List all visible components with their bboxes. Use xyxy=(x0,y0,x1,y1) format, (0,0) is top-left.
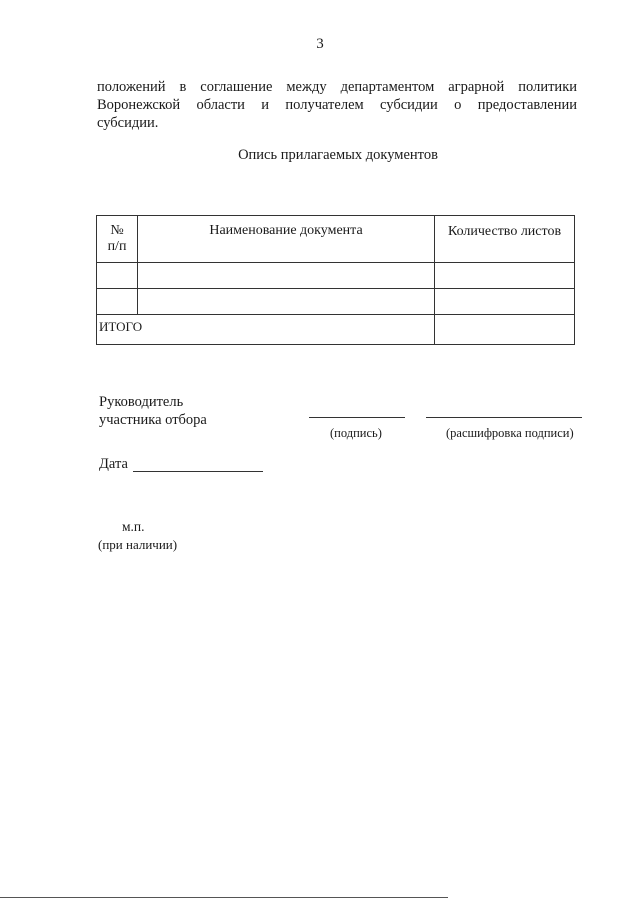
header-number xyxy=(97,216,138,263)
header-number-line2: п/п xyxy=(107,239,127,254)
documents-table xyxy=(96,215,575,345)
cell-number[interactable] xyxy=(97,263,138,289)
cell-total-page-count[interactable] xyxy=(435,315,575,345)
date-label: Дата xyxy=(99,456,128,472)
page-number: 3 xyxy=(316,36,324,52)
intro-paragraph xyxy=(97,78,577,132)
stamp-note: (при наличии) xyxy=(98,537,178,552)
cell-page-count[interactable] xyxy=(435,263,575,289)
signatory-label xyxy=(99,393,207,429)
stamp-label: м.п. xyxy=(122,519,145,534)
cell-page-count[interactable] xyxy=(435,289,575,315)
table-row xyxy=(97,263,575,289)
paragraph-line: положений в соглашение между департаментом аграрной политики xyxy=(97,79,577,95)
table-total-row xyxy=(97,315,575,345)
signatory-label-line1: Руководитель xyxy=(99,394,184,410)
decoding-caption: (расшифровка подписи) xyxy=(446,426,574,440)
signatory-label-line2: участника отбора xyxy=(99,412,207,428)
header-page-count: Количество листов xyxy=(435,216,575,263)
signature-caption: (подпись) xyxy=(330,426,382,440)
paragraph-line: Воронежской области и получателем субсидии о предоставлении xyxy=(97,97,577,113)
cell-document-name[interactable] xyxy=(138,289,435,315)
header-document-name: Наименование документа xyxy=(138,216,435,263)
signature-decoding-line[interactable] xyxy=(426,417,582,418)
date-line[interactable] xyxy=(133,471,263,472)
cell-number[interactable] xyxy=(97,289,138,315)
paragraph-line: субсидии. xyxy=(97,115,159,131)
cell-document-name[interactable] xyxy=(138,263,435,289)
table-header-row xyxy=(97,216,575,263)
footer-divider xyxy=(0,897,448,898)
table-title: Опись прилагаемых документов xyxy=(238,147,438,163)
total-label: ИТОГО xyxy=(97,315,435,345)
table-row xyxy=(97,289,575,315)
signature-line[interactable] xyxy=(309,417,405,418)
header-number-line1: № xyxy=(110,223,124,238)
